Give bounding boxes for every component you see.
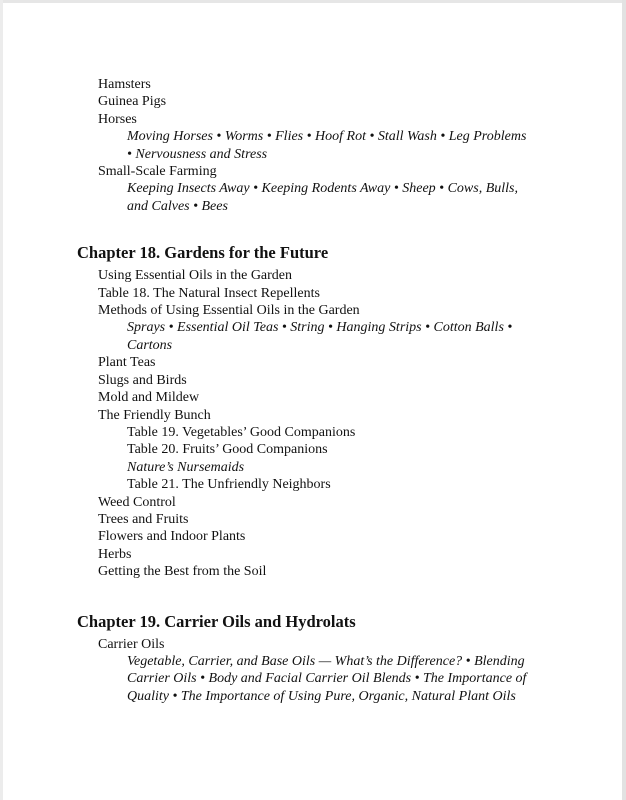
toc-subentry: and Calves • Bees: [127, 198, 228, 214]
toc-entry: Table 18. The Natural Insect Repellents: [98, 285, 320, 301]
toc-subentry: Table 21. The Unfriendly Neighbors: [127, 477, 331, 493]
toc-subentry: Moving Horses • Worms • Flies • Hoof Rot • Stall Wash • Leg Problems: [127, 129, 527, 145]
chapter-heading: Chapter 18. Gardens for the Future: [77, 243, 329, 263]
toc-subentry: Cartons: [127, 337, 173, 353]
toc-subentry: Nature’s Nursemaids: [127, 459, 245, 475]
toc-entry: Guinea Pigs: [98, 94, 167, 110]
toc-entry: Small-Scale Farming: [98, 164, 217, 180]
toc-subentry: Keeping Insects Away • Keeping Rodents Away • Sheep • Cows, Bulls,: [127, 181, 518, 197]
toc-subentry: Quality • The Importance of Using Pure, Organic, Natural Plant Oils: [127, 688, 516, 704]
toc-entry: Hamsters: [98, 77, 151, 92]
toc-entry: Getting the Best from the Soil: [98, 564, 267, 580]
toc-subentry: Table 19. Vegetables’ Good Companions: [127, 424, 356, 440]
toc-subentry: • Nervousness and Stress: [127, 146, 268, 162]
toc-entry: Plant Teas: [98, 355, 156, 371]
toc-entry: Methods of Using Essential Oils in the Garden: [98, 303, 360, 319]
chapter-heading: Chapter 19. Carrier Oils and Hydrolats: [77, 611, 356, 631]
toc-entry: The Friendly Bunch: [98, 407, 211, 423]
toc-entry: Carrier Oils: [98, 636, 165, 652]
toc-entry: Horses: [98, 111, 137, 127]
toc-entry: Trees and Fruits: [98, 511, 189, 527]
toc-entry: Flowers and Indoor Plants: [98, 529, 246, 545]
section-chapter-18: [0, 243, 626, 580]
toc-subentry: Sprays • Essential Oil Teas • String • Hanging Strips • Cotton Balls •: [127, 320, 513, 336]
toc-subentry: Table 20. Fruits’ Good Companions: [127, 442, 328, 458]
toc-subentry: Vegetable, Carrier, and Base Oils — What’s the Difference? • Blending: [127, 653, 525, 669]
toc-entry: Herbs: [98, 546, 132, 562]
toc-entry: Using Essential Oils in the Garden: [98, 268, 293, 284]
toc-entry: Weed Control: [98, 494, 176, 510]
table-of-contents: [0, 76, 626, 705]
section-chapter-17-continued: [0, 76, 626, 215]
toc-subentry: Carrier Oils • Body and Facial Carrier Oil Blends • The Importance of: [127, 671, 527, 687]
toc-entry: Slugs and Birds: [98, 372, 187, 388]
toc-entry: Mold and Mildew: [98, 390, 200, 406]
page-top-edge: [0, 0, 626, 3]
section-chapter-19: [0, 612, 626, 706]
